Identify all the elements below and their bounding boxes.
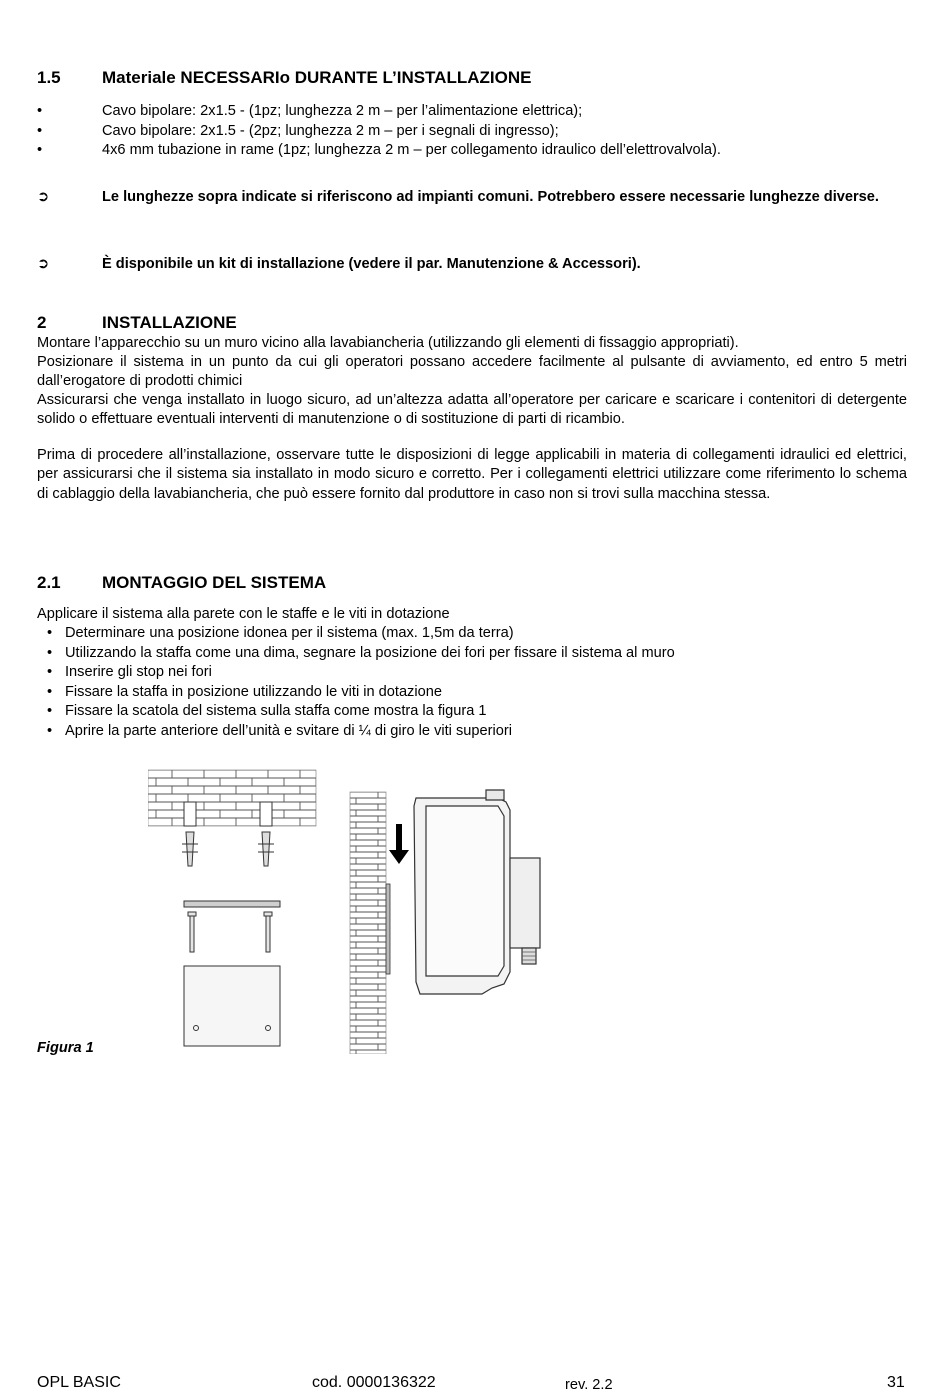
list-item: • Determinare una posizione idonea per il sistema (max. 1,5m da terra)	[37, 624, 675, 644]
section-2-1-heading	[37, 573, 326, 593]
list-item: • Fissare la staffa in posizione utilizzando le viti in dotazione	[37, 683, 675, 703]
paragraph: Applicare il sistema alla parete con le staffe e le viti in dotazione	[37, 606, 450, 622]
list-item: • Utilizzando la staffa come una dima, segnare la posizione dei fori per fissare il sistema al muro	[37, 644, 675, 664]
section-title: MONTAGGIO DEL SISTEMA	[102, 573, 327, 592]
system-box-side	[414, 790, 540, 994]
footer-product: OPL BASIC	[37, 1374, 121, 1391]
list-item: • Inserire gli stop nei fori	[37, 663, 675, 683]
section-1-5-heading	[37, 68, 531, 88]
system-box-front	[184, 966, 280, 1046]
section-title: Materiale NECESSARIo DURANTE L’INSTALLAZIONE	[102, 68, 532, 87]
arrow-right-icon: ➲	[37, 256, 50, 272]
list-item: • Aprire la parte anteriore dell’unità e svitare di ¼ di giro le viti superiori	[37, 722, 675, 742]
list-item: • Cavo bipolare: 2x1.5 - (2pz; lunghezza 2 m – per i segnali di ingresso);	[37, 123, 559, 139]
section-2-heading	[37, 313, 237, 333]
section-number: 2.1	[37, 573, 61, 592]
section-title: INSTALLAZIONE	[102, 313, 237, 332]
arrow-right-icon: ➲	[37, 189, 50, 205]
page-number: 31	[887, 1374, 905, 1391]
bracket	[184, 901, 280, 907]
arrow-down-icon	[389, 824, 409, 864]
list-item: • Cavo bipolare: 2x1.5 - (1pz; lunghezza 2 m – per l’alimentazione elettrica);	[37, 103, 583, 119]
paragraph: Montare l’apparecchio su un muro vicino alla lavabiancheria (utilizzando gli elementi di fissaggio appropriati).	[37, 335, 739, 351]
paragraph: Prima di procedere all’installazione, osservare tutte le disposizioni di legge applicabili in materia di collegamenti idraulici ed elettrici, per assicurarsi che il sistema sia installato in modo sicuro e corretto. Per i collegamenti elettrici utilizzare come riferimento lo schema di cablaggio della lavabiancheria, che può essere fornito dal produttore in caso non si trovi sulla macchina stessa.	[37, 447, 907, 502]
figure-caption: Figura 1	[37, 1040, 94, 1056]
paragraph: Assicurarsi che venga installato in luogo sicuro, ad un’altezza adatta all’operatore per caricare e scaricare i contenitori di detergente solido o effettuare eventuali interventi di manutenzione o di sostituzione di parti di ricambio.	[37, 392, 907, 428]
installation-figure	[148, 762, 548, 1054]
list-item: • Fissare la scatola del sistema sulla staffa come mostra la figura 1	[37, 702, 675, 722]
list-item: • 4x6 mm tubazione in rame (1pz; lunghezza 2 m – per collegamento idraulico dell’elettrovalvola).	[37, 142, 721, 158]
paragraph: Posizionare il sistema in un punto da cui gli operatori possano accedere facilmente al pulsante di avviamento, ed entro 5 metri dall’erogatore di prodotti chimici	[37, 354, 907, 390]
section-number: 2	[37, 313, 47, 332]
footer-code: cod. 0000136322	[312, 1374, 436, 1391]
note-kit: ➲ È disponibile un kit di installazione (vedere il par. Manutenzione & Accessori).	[37, 255, 907, 274]
wall-front-view	[148, 770, 316, 826]
wall-side-view	[350, 792, 386, 1054]
steps-list	[37, 624, 675, 742]
wall-plug-icon	[182, 832, 274, 866]
note-lengths: ➲ Le lunghezze sopra indicate si riferiscono ad impianti comuni. Potrebbero essere necessarie lunghezze diverse.	[37, 188, 907, 207]
screw-icon	[188, 912, 272, 952]
footer-revision: rev. 2.2	[565, 1377, 613, 1393]
section-number: 1.5	[37, 68, 61, 87]
